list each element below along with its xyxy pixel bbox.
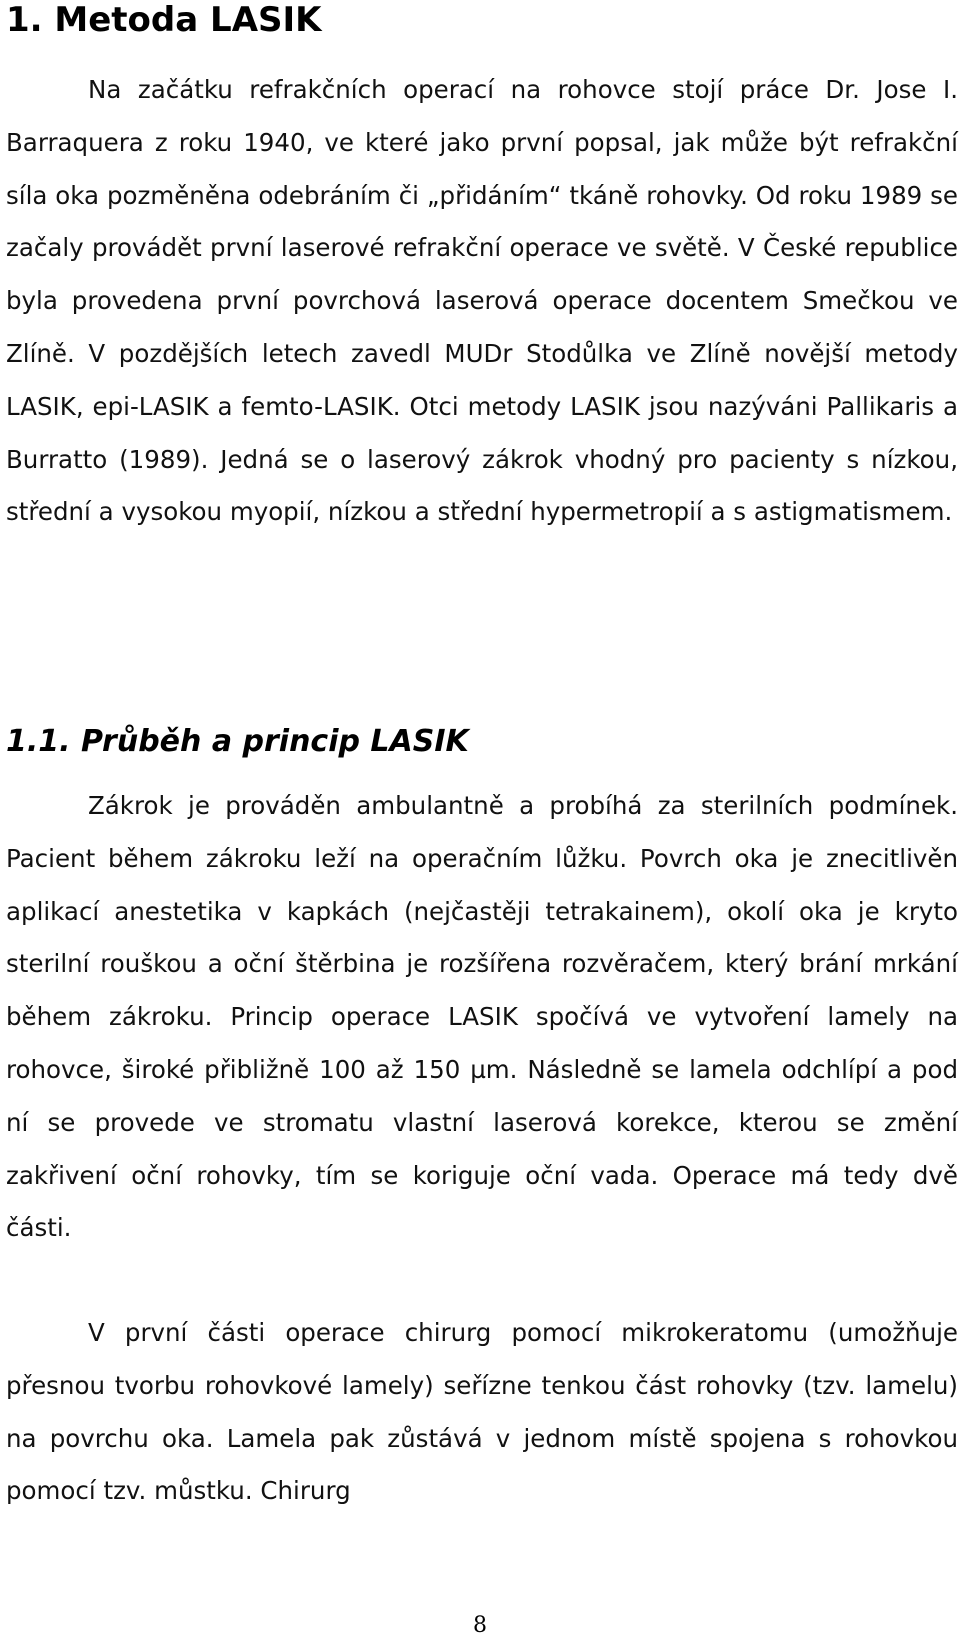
- intro-paragraph: Na začátku refrakčních operací na rohovce stojí práce Dr. Jose I. Barraquera z roku 1940, ve které jako první popsal, jak může být refrakční síla oka pozměněna odebráním či „přidáním“ tkáně rohovky. Od roku 1989 se začaly provádět první laserové refrakční operace ve světě. V České republice byla provedena první povrchová laserová operace docentem Smečkou ve Zlíně. V pozdějších letech zavedl MUDr Stodůlka ve Zlíně novější metody LASIK, epi-LASIK a femto-LASIK. Otci metody LASIK jsou nazýváni Pallikaris a Burratto (1989). Jedná se o laserový zákrok vhodný pro pacienty s nízkou, střední a vysokou myopií, nízkou a střední hypermetropií a s astigmatismem.: [6, 75, 958, 527]
- page-number: 8: [473, 1613, 487, 1638]
- first-part-paragraph: V první části operace chirurg pomocí mikrokeratomu (umožňuje přesnou tvorbu rohovkové lamely) seřízne tenkou část rohovky (tzv. lamelu) na povrchu oka. Lamela pak zůstává v jednom místě spojena s rohovkou pomocí tzv. můstku. Chirurg: [6, 1318, 958, 1506]
- procedure-paragraph: Zákrok je prováděn ambulantně a probíhá za sterilních podmínek. Pacient během zákroku leží na operačním lůžku. Povrch oka je znecitlivěn aplikací anestetika v kapkách (nejčastěji tetrakainem), okolí oka je kryto sterilní rouškou a oční štěrbina je rozšířena rozvěračem, který brání mrkání během zákroku. Princip operace LASIK spočívá ve vytvoření lamely na rohovce, široké přibližně 100 až 150 µm. Následně se lamela odchlípí a pod ní se provede ve stromatu vlastní laserová korekce, kterou se změní zakřivení oční rohovky, tím se koriguje oční vada. Operace má tedy dvě části.: [6, 791, 958, 1243]
- subsection-heading: 1.1. Průběh a princip LASIK: [6, 724, 469, 759]
- section-heading: 1. Metoda LASIK: [6, 0, 322, 40]
